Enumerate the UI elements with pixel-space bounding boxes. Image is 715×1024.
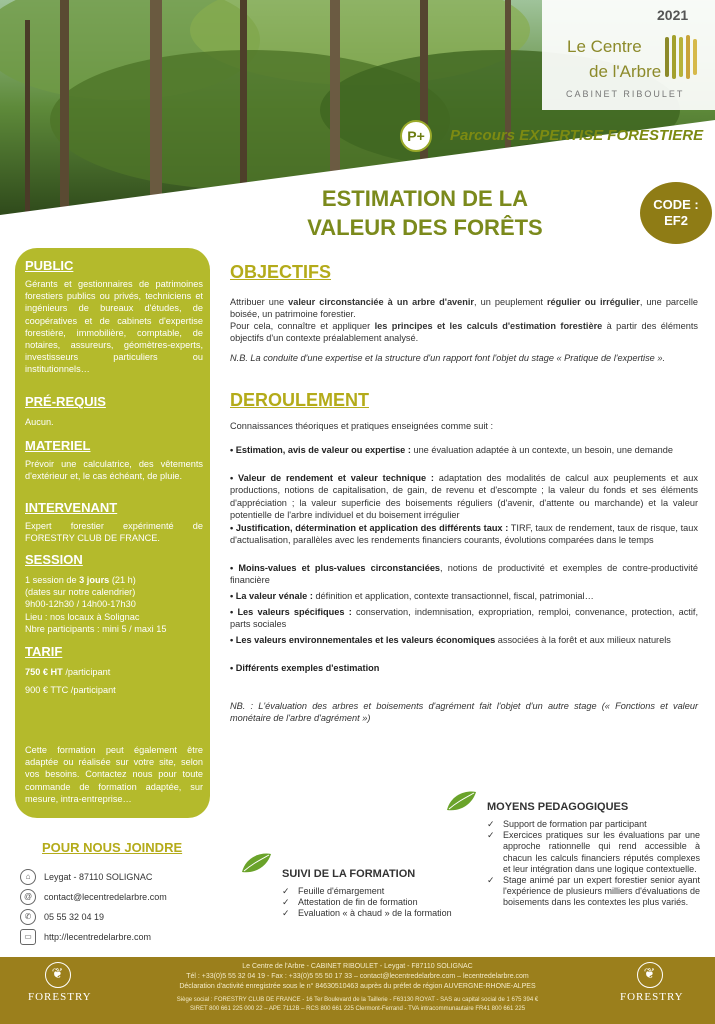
item-bold: • Les valeurs environnementales et les valeurs économiques bbox=[230, 635, 496, 645]
footer-line2: Tél : +33(0)5 55 32 04 19 - Fax : +33(0)5 55 50 17 33 – contact@lecentredelarbre.com – lecentredelarbre.com bbox=[186, 973, 529, 980]
brand-name-line2: de l'Arbre bbox=[589, 62, 662, 81]
obj-p1-d: régulier ou irrégulier bbox=[546, 297, 640, 307]
title-line1: ESTIMATION DE LA bbox=[321, 186, 529, 211]
prereq-text: Aucun. bbox=[25, 417, 54, 427]
tarif-text bbox=[25, 666, 203, 696]
item-text: TIRF, taux de rendement, taux de risque, taux d'actualisation, parallèles avec les rendements financiers courants, évolutions comparées dans le temps bbox=[230, 523, 698, 546]
deroulement-nb: NB. : L'évaluation des arbres et boisements d'agrément fait l'objet d'un autre stage (« Fonctions et valeur monétaire de l'arbre d'agrément ») bbox=[230, 701, 698, 724]
obj-p1-e: , une parcelle boisée, un patrimoine forestier. bbox=[230, 297, 698, 320]
web-icon: ▭ bbox=[20, 929, 36, 945]
session-hours: 9h00-12h30 / 14h00-17h30 bbox=[25, 599, 136, 610]
deroulement-item bbox=[230, 662, 698, 674]
item-bold: • Différents exemples d'estimation bbox=[230, 663, 380, 673]
intervenant-text: Expert forestier expérimenté de FORESTRY CLUB DE FRANCE. bbox=[25, 521, 203, 544]
hero-banner bbox=[0, 0, 715, 215]
info-sidebar bbox=[15, 248, 210, 818]
item-text: , notions de productivité et exemples de contre-productivité financière bbox=[230, 563, 698, 586]
footer bbox=[0, 957, 715, 1024]
email-icon: @ bbox=[20, 889, 36, 905]
public-heading: PUBLIC bbox=[25, 258, 74, 273]
footer-line3: Déclaration d'activité enregistrée sous le n° 84630510463 auprès du préfet de région AUVERGNE-RHONE-ALPES bbox=[179, 983, 536, 990]
deroulement-item bbox=[230, 606, 698, 631]
session-line2: (dates sur notre calendrier) bbox=[25, 587, 136, 598]
session-participants: Nbre participants : mini 5 / maxi 15 bbox=[25, 623, 167, 634]
brand-name-line1: Le Centre bbox=[567, 37, 642, 56]
title-line2: VALEUR DES FORÊTS bbox=[307, 215, 543, 240]
forestry-wordmark: FORESTRY bbox=[28, 991, 92, 1003]
deroulement-item bbox=[230, 472, 698, 522]
forestry-logo-left bbox=[28, 962, 92, 1003]
session-line1-post: (21 h) bbox=[109, 575, 136, 585]
obj-p2-c: à partir des éléments objectifs d'un contexte préalablement analysé. bbox=[230, 321, 698, 344]
materiel-text: Prévoir une calculatrice, des vêtements d'extérieur et, le cas échéant, de pluie. bbox=[25, 459, 203, 482]
cabinet-label: CABINET RIBOULET bbox=[566, 89, 685, 99]
tarif-ht-price: 750 € HT bbox=[25, 667, 63, 677]
footer-line4: Siège social : FORESTRY CLUB DE FRANCE - 16 Ter Boulevard de la Taillerie - F63130 ROYAT - SAS au capital social de 1 675 394 € bbox=[176, 997, 539, 1003]
forestry-wordmark: FORESTRY bbox=[620, 991, 684, 1003]
obj-p1-a: Attribuer une bbox=[230, 297, 289, 307]
objectifs-paragraph2 bbox=[230, 320, 698, 345]
deroulement-item bbox=[230, 590, 698, 602]
prereq-heading: PRÉ-REQUIS bbox=[25, 394, 106, 409]
item-text: conservation, indemnisation, expropriation, remploi, convenance, protection, actif, parts sociales bbox=[230, 607, 699, 630]
parcours-label: Parcours EXPERTISE FORESTIERE bbox=[450, 127, 704, 144]
leaf-icon bbox=[240, 852, 272, 874]
tarif-heading: TARIF bbox=[25, 644, 63, 659]
suivi-list bbox=[282, 886, 467, 920]
suivi-heading: SUIVI DE LA FORMATION bbox=[282, 868, 416, 880]
obj-p1-b: valeur circonstanciée à un arbre d'avenir bbox=[288, 297, 475, 307]
session-days: 3 jours bbox=[79, 575, 110, 585]
contact-website-link[interactable]: http://lecentredelarbre.com bbox=[44, 932, 152, 942]
session-heading: SESSION bbox=[25, 552, 83, 567]
tree-icon: ❦ bbox=[637, 962, 663, 988]
deroulement-item bbox=[230, 522, 698, 547]
session-location: Lieu : nos locaux à Solignac bbox=[25, 611, 140, 622]
list-item: ✓ Evaluation « à chaud » de la formation bbox=[282, 908, 467, 919]
deroulement-intro: Connaissances théoriques et pratiques enseignées comme suit : bbox=[230, 421, 494, 431]
item-bold: • Les valeurs spécifiques : bbox=[230, 607, 352, 617]
contact-heading: POUR NOUS JOINDRE bbox=[42, 840, 183, 855]
leaf-icon bbox=[445, 790, 477, 812]
deroulement-heading: DEROULEMENT bbox=[230, 390, 369, 410]
session-line1-pre: 1 session de bbox=[25, 575, 80, 585]
forestry-logo-right bbox=[620, 962, 684, 1003]
phone-icon: ✆ bbox=[20, 909, 36, 925]
obj-p1-c: , un peuplement bbox=[474, 297, 547, 307]
list-item: ✓ Exercices pratiques sur les évaluations par une approche rationnelle qui rend accessible à chacun les calculs financiers réputés complexes et leur intégration dans une logique contextuelle. bbox=[487, 830, 700, 875]
intervenant-heading: INTERVENANT bbox=[25, 500, 118, 515]
page-title bbox=[240, 184, 610, 242]
deroulement-item bbox=[230, 444, 698, 456]
objectifs-nb: N.B. La conduite d'une expertise et la structure d'un rapport font l'objet du stage « Pratique de l'expertise ». bbox=[230, 353, 666, 363]
session-text bbox=[25, 574, 203, 635]
public-text: Gérants et gestionnaires de patrimoines forestiers publics ou privés, techniciens et ingénieurs de bureaux d'études, de coopératives et de cabinets d'expertise forestière, immobilière, comptable, de notaires, assureurs, géomètres-experts, investisseurs particuliers ou institutionnels… bbox=[25, 279, 203, 375]
item-bold: • Justification, détermination et application des différents taux : bbox=[230, 523, 509, 533]
obj-p2-a: Pour cela, connaître et appliquer bbox=[230, 321, 375, 331]
tarif-ht-unit: /participant bbox=[62, 667, 111, 677]
code-value: EF2 bbox=[664, 213, 688, 228]
item-text: définition et application, contexte transactionnel, fiscal, patrimonial… bbox=[312, 591, 594, 601]
objectifs-heading: OBJECTIFS bbox=[230, 262, 332, 282]
tarif-ttc: 900 € TTC /participant bbox=[25, 685, 116, 696]
code-badge bbox=[640, 182, 712, 244]
moyens-heading: MOYENS PEDAGOGIQUES bbox=[487, 801, 629, 813]
item-text: une évaluation adaptée à un contexte, un besoin, une demande bbox=[410, 445, 673, 455]
location-icon: ⌂ bbox=[20, 869, 36, 885]
item-text: associées à la forêt et aux milieux naturels bbox=[495, 635, 671, 645]
deroulement-item bbox=[230, 634, 698, 646]
obj-p2-b: les principes et les calculs d'estimation forestière bbox=[374, 321, 603, 331]
year-label: 2021 bbox=[657, 7, 689, 23]
item-bold: • Moins-values et plus-values circonstanciées bbox=[230, 563, 441, 573]
item-bold: • Valeur de rendement et valeur technique : bbox=[230, 473, 434, 483]
objectifs-paragraph1 bbox=[230, 296, 698, 321]
list-item: ✓ Support de formation par participant bbox=[487, 819, 700, 830]
contact-phone[interactable]: 05 55 32 04 19 bbox=[44, 912, 105, 922]
code-label: CODE : bbox=[653, 197, 699, 212]
footer-line5: SIRET 800 661 225 000 22 – APE 7112B – RCS 800 661 225 Clermont-Ferrand - TVA intracommunautaire FR41 800 661 225 bbox=[189, 1006, 526, 1012]
item-text: adaptation des modalités de calcul aux peuplements et aux productions, notions de capitalisation, de gain, de revenu et d'escompte ; la valeur du fonds et ses éléments d'appréciation ; la valeur superficie des boisements réguliers (d'avenir, d'attente ou marchande) et la valeur potentielle de l'arbre individuel et du boisement irrégulier bbox=[230, 473, 698, 521]
list-item: ✓ Attestation de fin de formation bbox=[282, 897, 467, 908]
tree-icon: ❦ bbox=[45, 962, 71, 988]
footer-line1: Le Centre de l'Arbre - CABINET RIBOULET - Leygat - F87110 SOLIGNAC bbox=[242, 963, 473, 970]
materiel-heading: MATERIEL bbox=[25, 438, 91, 453]
item-bold: • La valeur vénale : bbox=[230, 591, 313, 601]
list-item: ✓ Feuille d'émargement bbox=[282, 886, 467, 897]
brand-bars-logo bbox=[665, 35, 697, 79]
list-item: ✓ Stage animé par un expert forestier senior ayant l'expérience de plusieurs milliers d'évaluations de boisements dans les contextes les plus variés. bbox=[487, 875, 700, 909]
parcours-banner bbox=[400, 120, 710, 152]
deroulement-item bbox=[230, 562, 698, 587]
custom-training-note: Cette formation peut également être adaptée ou réalisée sur votre site, selon vos besoins. Contactez nous pour toute commande de formation adaptée, sur mesure, intra-entreprise… bbox=[25, 745, 203, 804]
moyens-list bbox=[487, 819, 700, 909]
parcours-plus-icon: P+ bbox=[400, 120, 432, 152]
contact-address: Leygat - 87110 SOLIGNAC bbox=[44, 872, 153, 882]
contact-email[interactable]: contact@lecentredelarbre.com bbox=[44, 892, 167, 902]
item-bold: • Estimation, avis de valeur ou expertise : bbox=[230, 445, 411, 455]
